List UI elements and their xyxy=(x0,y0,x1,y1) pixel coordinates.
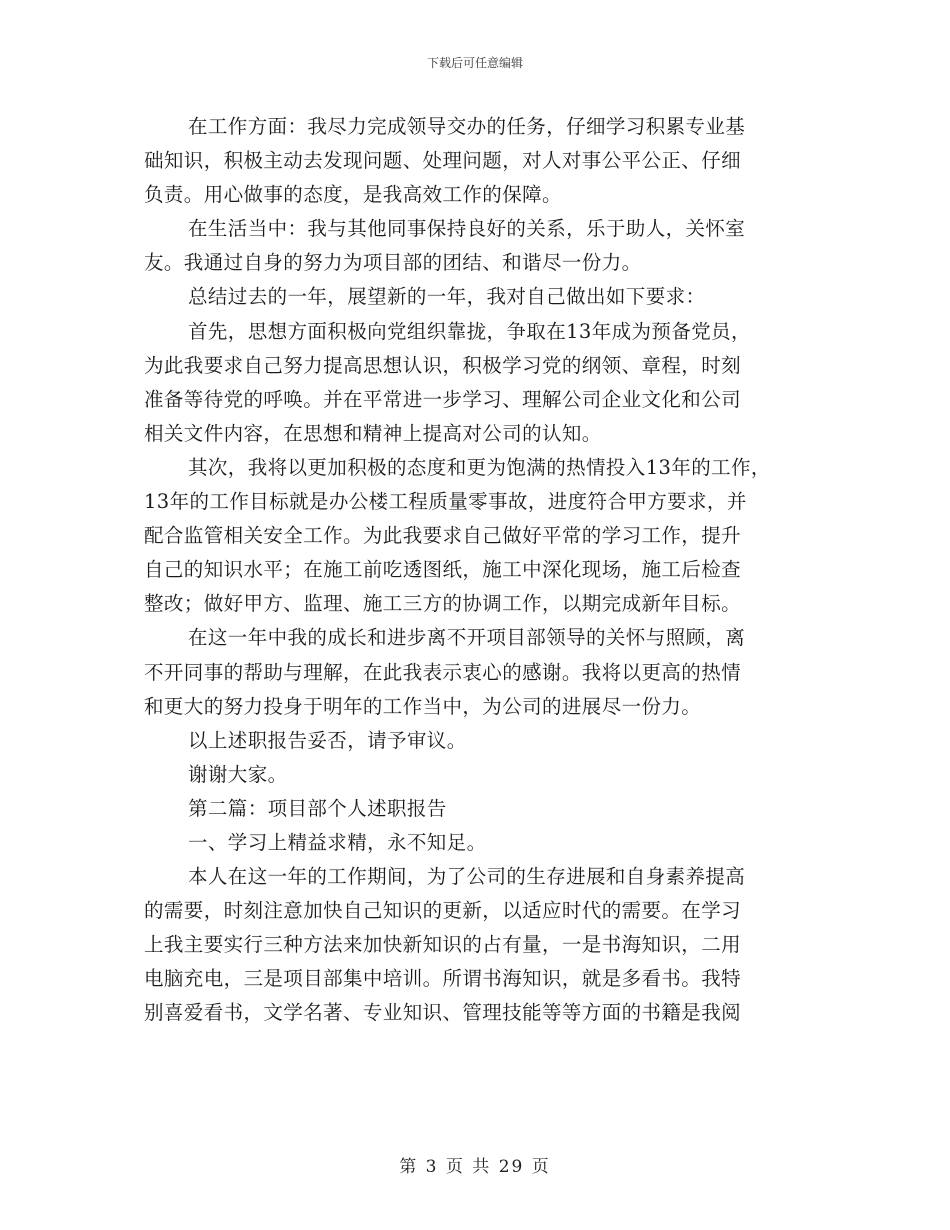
text-line: 本人在这一年的工作期间，为了公司的生存进展和自身素养提高 xyxy=(188,865,746,889)
page-footer: 第 3 页 共 29 页 xyxy=(399,1157,551,1177)
text-line: 在工作方面：我尽力完成领导交办的任务，仔细学习积累专业基 xyxy=(188,115,746,138)
text-line: 在生活当中：我与其他同事保持良好的关系，乐于助人，关怀室 xyxy=(188,217,746,241)
text-line: 13年的工作目标就是办公楼工程质量零事故，进度符合甲方要求，并 xyxy=(144,490,747,514)
text-line: 以上述职报告妥否，请予审议。 xyxy=(188,728,467,752)
text-line: 不开同事的帮助与理解，在此我表示衷心的感谢。我将以更高的热情 xyxy=(144,660,742,684)
text-line: 相关文件内容，在思想和精神上提高对公司的认知。 xyxy=(144,421,602,445)
text-line: 准备等待党的呼唤。并在平常进一步学习、理解公司企业文化和公司 xyxy=(144,387,742,411)
text-line: 础知识，积极主动去发现问题、处理问题，对人对事公平公正、仔细 xyxy=(144,149,742,173)
text-line: 首先，思想方面积极向党组织靠拢，争取在13年成为预备党员， xyxy=(188,319,751,343)
text-line: 整改；做好甲方、监理、施工三方的协调工作，以期完成新年目标。 xyxy=(144,592,742,616)
text-line: 总结过去的一年，展望新的一年，我对自己做出如下要求： xyxy=(188,285,706,309)
text-line: 自己的知识水平；在施工前吃透图纸，施工中深化现场，施工后检查 xyxy=(144,558,742,582)
page-header: 下载后可任意编辑 xyxy=(426,56,523,70)
text-line: 在这一年中我的成长和进步离不开项目部领导的关怀与照顾，离 xyxy=(188,626,746,650)
text-line: 上我主要实行三种方法来加快新知识的占有量，一是书海知识，二用 xyxy=(144,933,742,957)
document-body xyxy=(144,110,800,1031)
text-line: 为此我要求自己努力提高思想认识，积极学习党的纲领、章程，时刻 xyxy=(144,353,742,377)
text-line: 友。我通过自身的努力为项目部的团结、和谐尽一份力。 xyxy=(144,251,642,275)
text-line: 一、学习上精益求精，永不知足。 xyxy=(188,830,487,854)
text-line: 其次，我将以更加积极的态度和更为饱满的热情投入13年的工作， xyxy=(188,455,771,479)
text-line: 电脑充电，三是项目部集中培训。所谓书海知识，就是多看书。我特 xyxy=(144,967,742,991)
text-line: 的需要，时刻注意加快自己知识的更新，以适应时代的需要。在学习 xyxy=(144,899,742,923)
text-line: 配合监管相关安全工作。为此我要求自己做好平常的学习工作，提升 xyxy=(144,524,742,548)
text-line: 谢谢大家。 xyxy=(188,762,288,786)
text-line: 第二篇：项目部个人述职报告 xyxy=(188,796,447,820)
text-line: 和更大的努力投身于明年的工作当中，为公司的进展尽一份力。 xyxy=(144,694,702,718)
text-line: 别喜爱看书，文学名著、专业知识、管理技能等等方面的书籍是我阅 xyxy=(144,1001,742,1025)
text-line: 负责。用心做事的态度，是我高效工作的保障。 xyxy=(144,183,562,207)
